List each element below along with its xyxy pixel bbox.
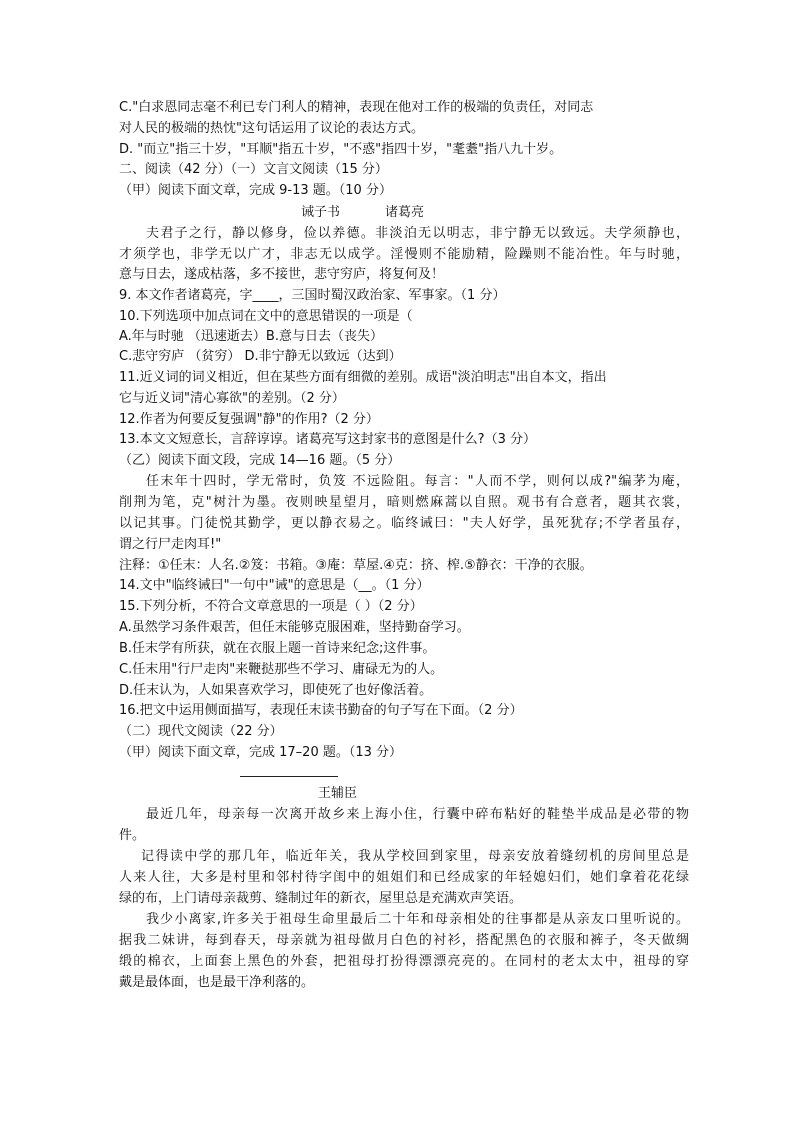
title-blank-line bbox=[240, 776, 338, 777]
question-11-line-1: 11.近义词的词义相近，但在某些方面有细微的差别。成语"淡泊明志"出自本文，指出 bbox=[119, 370, 607, 385]
article-p1-line-1: 最近几年，母亲每一次离开故乡来上海小住，行囊中碎布粘好的鞋垫半成品是必带的物 bbox=[146, 807, 689, 822]
question-13: 13.本文文短意长，言辞谆谆。诸葛亮写这封家书的意图是什么?（3 分） bbox=[119, 432, 536, 447]
section-heading-modern: （二）现代文阅读（22 分） bbox=[119, 724, 283, 739]
passage2-line-4: 谓之行尸走肉耳!" bbox=[119, 537, 222, 552]
question-12: 12.作者为何要反复强调"静"的作用?（2 分） bbox=[119, 412, 379, 427]
passage2-line-1: 任末年十四时，学无常时，负笈 不远险阻。每言："人而不学，则何以成?"编茅为庵， bbox=[146, 474, 689, 489]
article-p1-line-2: 件。 bbox=[119, 828, 146, 843]
option-c-line-1: C."白求恩同志毫不利已专门利人的精神，表现在他对工作的极端的负责任，对同志 bbox=[119, 100, 594, 115]
question-9: 9. 本文作者诸葛亮，字____，三国时蜀汉政治家、军事家。（1 分） bbox=[119, 288, 506, 303]
question-11-line-2: 它与近义词"清心寡欲"的差别。（2 分） bbox=[119, 391, 345, 406]
annotation-notes: 注释：①任末：人名.②笈：书箱。③庵：草屋.④克：挤、榨.⑤静衣：干净的衣服。 bbox=[119, 558, 593, 573]
article-p3-line-4: 戴是最体面，也是最干净利落的。 bbox=[119, 975, 315, 990]
article-p3-line-2: 据我二妹讲，每到春天，母亲就为祖母做月白色的衬衫，搭配黑色的衣服和裤子，冬天做绸 bbox=[119, 933, 689, 948]
question-10-options-cd: C.悲守穷庐 （贫穷） D.非宁静无以致远（达到） bbox=[119, 349, 402, 364]
question-16: 16.把文中运用侧面描写，表现任末读书勤奋的句子写在下面。（2 分） bbox=[119, 703, 523, 718]
passage-line-3: 意与日去，遂成枯落，多不接世，悲守穷庐，将复何及！ bbox=[119, 267, 445, 282]
article-p3-line-1: 我少小离家,许多关于祖母生命里最后二十年和母亲相处的往事都是从亲友口里听说的。 bbox=[146, 912, 689, 927]
question-15-option-b: B.任末学有所获，就在衣服上题一首诗来纪念;这件事。 bbox=[119, 641, 436, 656]
question-15: 15.下列分析，不符合文章意思的一项是（ ）（2 分） bbox=[119, 599, 423, 614]
option-c-line-2: 对人民的极端的热忱"这句话运用了议论的表达方式。 bbox=[119, 121, 424, 136]
question-10: 10.下列选项中加点词在文中的意思错误的一项是（ bbox=[119, 309, 413, 324]
sub-heading-jia-2: （甲）阅读下面文章，完成 17–20 题。（13 分） bbox=[119, 745, 403, 760]
passage-title: 诫子书 bbox=[301, 205, 341, 220]
question-15-option-a: A.虽然学习条件艰苦，但任末能够克服困难，坚持勤奋学习。 bbox=[119, 620, 470, 635]
article-p2-line-3: 绿的布，上门请母亲裁剪、缝制过年的新衣，屋里总是充满欢声笑语。 bbox=[119, 891, 523, 906]
section-heading-reading: 二、阅读（42 分）（一）文言文阅读（15 分） bbox=[119, 162, 388, 177]
article-author: 王辅臣 bbox=[318, 786, 358, 801]
article-p3-line-3: 缎的棉衣，上面套上黑色的外套，把祖母打扮得漂漂亮亮的。在同村的老太太中，祖母的穿 bbox=[119, 954, 689, 969]
question-14: 14.文中"临终诫曰"一句中"诫"的意思是（__。（1 分） bbox=[119, 578, 430, 593]
passage-line-1: 夫君子之行，静以修身，俭以养德。非淡泊无以明志，非宁静无以致远。夫学须静也， bbox=[146, 226, 689, 241]
article-p2-line-1: 记得读中学的那几年，临近年关，我从学校回到家里，母亲安放着缝纫机的房间里总是 bbox=[141, 849, 689, 864]
passage2-line-2: 削荆为笔，克"树汁为墨。夜则映星望月，暗则燃麻蒿以自照。观书有合意者，题其衣裳， bbox=[119, 495, 689, 510]
option-d-line: D. "而立"指三十岁，"耳顺"指五十岁，"不惑"指四十岁，"耄耋"指八九十岁。 bbox=[119, 142, 563, 157]
passage-line-2: 才须学也，非学无以广才，非志无以成学。淫慢则不能励精，险躁则不能冶性。年与时驰， bbox=[119, 247, 689, 262]
passage2-line-3: 以记其事。门徒悦其勤学，更以静衣易之。临终诫曰："夫人好学，虽死犹存;不学者虽存， bbox=[119, 516, 689, 531]
passage-author: 诸葛亮 bbox=[385, 205, 425, 220]
sub-heading-jia: （甲）阅读下面文章，完成 9-13 题。（10 分） bbox=[119, 183, 392, 198]
question-10-options-ab: A.年与时驰 （迅速逝去）B.意与日去（丧失） bbox=[119, 329, 383, 344]
question-15-option-d: D.任末认为，人如果喜欢学习，即使死了也好像活着。 bbox=[119, 683, 433, 698]
sub-heading-yi: （乙）阅读下面文段，完成 14—16 题。（5 分） bbox=[119, 453, 401, 468]
article-p2-line-2: 人来人往，大多是村里和邻村待字闺中的姐姐们和已经成家的年轻媳妇们，她们拿着花花绿 bbox=[119, 870, 689, 885]
question-15-option-c: C.任末用"行尸走肉"来鞭挞那些不学习、庸碌无为的人。 bbox=[119, 662, 444, 677]
